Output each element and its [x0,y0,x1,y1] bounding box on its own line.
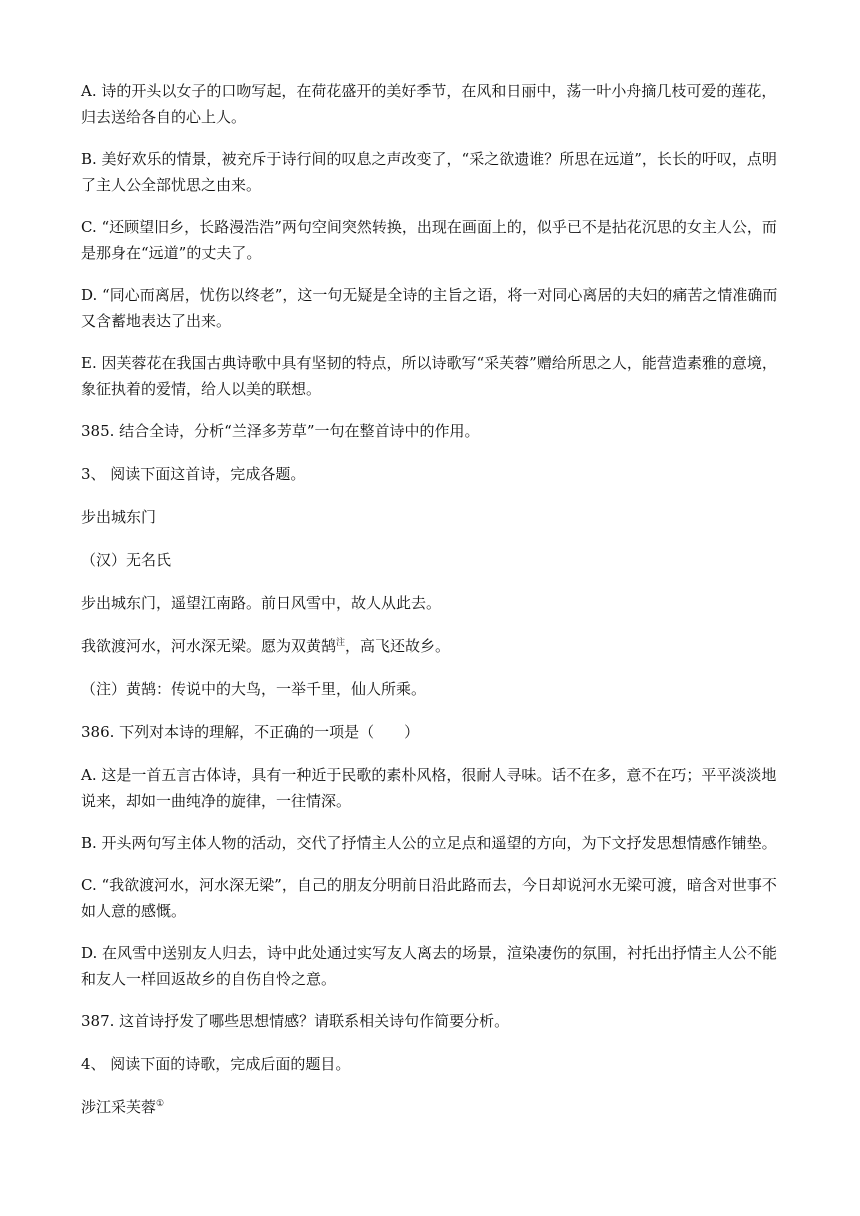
question-386: 386. 下列对本诗的理解，不正确的一项是（ ） [81,723,420,741]
q385-option-b: B. 美好欢乐的情景，被充斥于诗行间的叹息之声改变了，“采之欲遗谁？所思在远道”，长长的吁叹，点明了主人公全部忧思之由来。 [81,150,777,194]
poem-title: 步出城东门 [81,508,157,526]
footnote-marker: 注 [336,638,346,648]
q386-option-b: B. 开头两句写主体人物的活动，交代了抒情主人公的立足点和遥望的方向，为下文抒发思想情感作铺垫。 [81,834,777,852]
q385-option-e: E. 因芙蓉花在我国古典诗歌中具有坚韧的特点，所以诗歌写“采芙蓉”赠给所思之人，能营造素雅的意境，象征执着的爱情，给人以美的联想。 [81,354,777,398]
poem-line-2 [81,633,781,659]
poem-title-2 [81,1094,781,1120]
section-3-heading: 3、 阅读下面这首诗，完成各题。 [81,465,306,483]
section-4-heading: 4、 阅读下面的诗歌，完成后面的题目。 [81,1055,351,1073]
q386-option-d: D. 在风雪中送别友人归去，诗中此处通过实写友人离去的场景，渲染凄伤的氛围，衬托出抒情主人公不能和友人一样回返故乡的自伤自怜之意。 [81,944,778,988]
question-387: 387. 这首诗抒发了哪些思想情感？请联系相关诗句作简要分析。 [81,1012,510,1030]
q386-option-c: C. “我欲渡河水，河水深无梁”，自己的朋友分明前日沿此路而去，今日却说河水无梁可渡，暗含对世事不如人意的感慨。 [81,876,777,920]
footnote-marker-2: ① [156,1099,165,1109]
question-385: 385. 结合全诗，分析“兰泽多芳草”一句在整首诗中的作用。 [81,422,480,440]
q385-option-a: A. 诗的开头以女子的口吻写起，在荷花盛开的美好季节，在风和日丽中，荡一叶小舟摘几枝可爱的莲花，归去送给各自的心上人。 [81,82,777,126]
q385-option-d: D. “同心而离居，忧伤以终老”，这一句无疑是全诗的主旨之语，将一对同心离居的夫妇的痛苦之情准确而又含蓄地表达了出来。 [81,286,778,330]
poem-line-2-text-a: 我欲渡河水，河水深无梁。愿为双黄鹄 [81,637,337,655]
document-page [81,78,781,1137]
poem-line-1: 步出城东门，遥望江南路。前日风雪中，故人从此去。 [81,594,442,612]
q385-option-c: C. “还顾望旧乡，长路漫浩浩”两句空间突然转换，出现在画面上的，似乎已不是拈花沉思的女主人公，而是那身在“远道”的丈夫了。 [81,218,777,262]
q386-option-a: A. 这是一首五言古体诗，具有一种近于民歌的素朴风格，很耐人寻味。话不在多，意不在巧；平平淡淡地说来，却如一曲纯净的旋律，一往情深。 [81,766,777,810]
poem-author: （汉）无名氏 [81,551,172,569]
poem-note: （注）黄鹄：传说中的大鸟，一举千里，仙人所乘。 [81,680,427,698]
poem-line-2-text-b: ，高飞还故乡。 [345,637,451,655]
poem-title-2-text: 涉江采芙蓉 [81,1098,157,1116]
